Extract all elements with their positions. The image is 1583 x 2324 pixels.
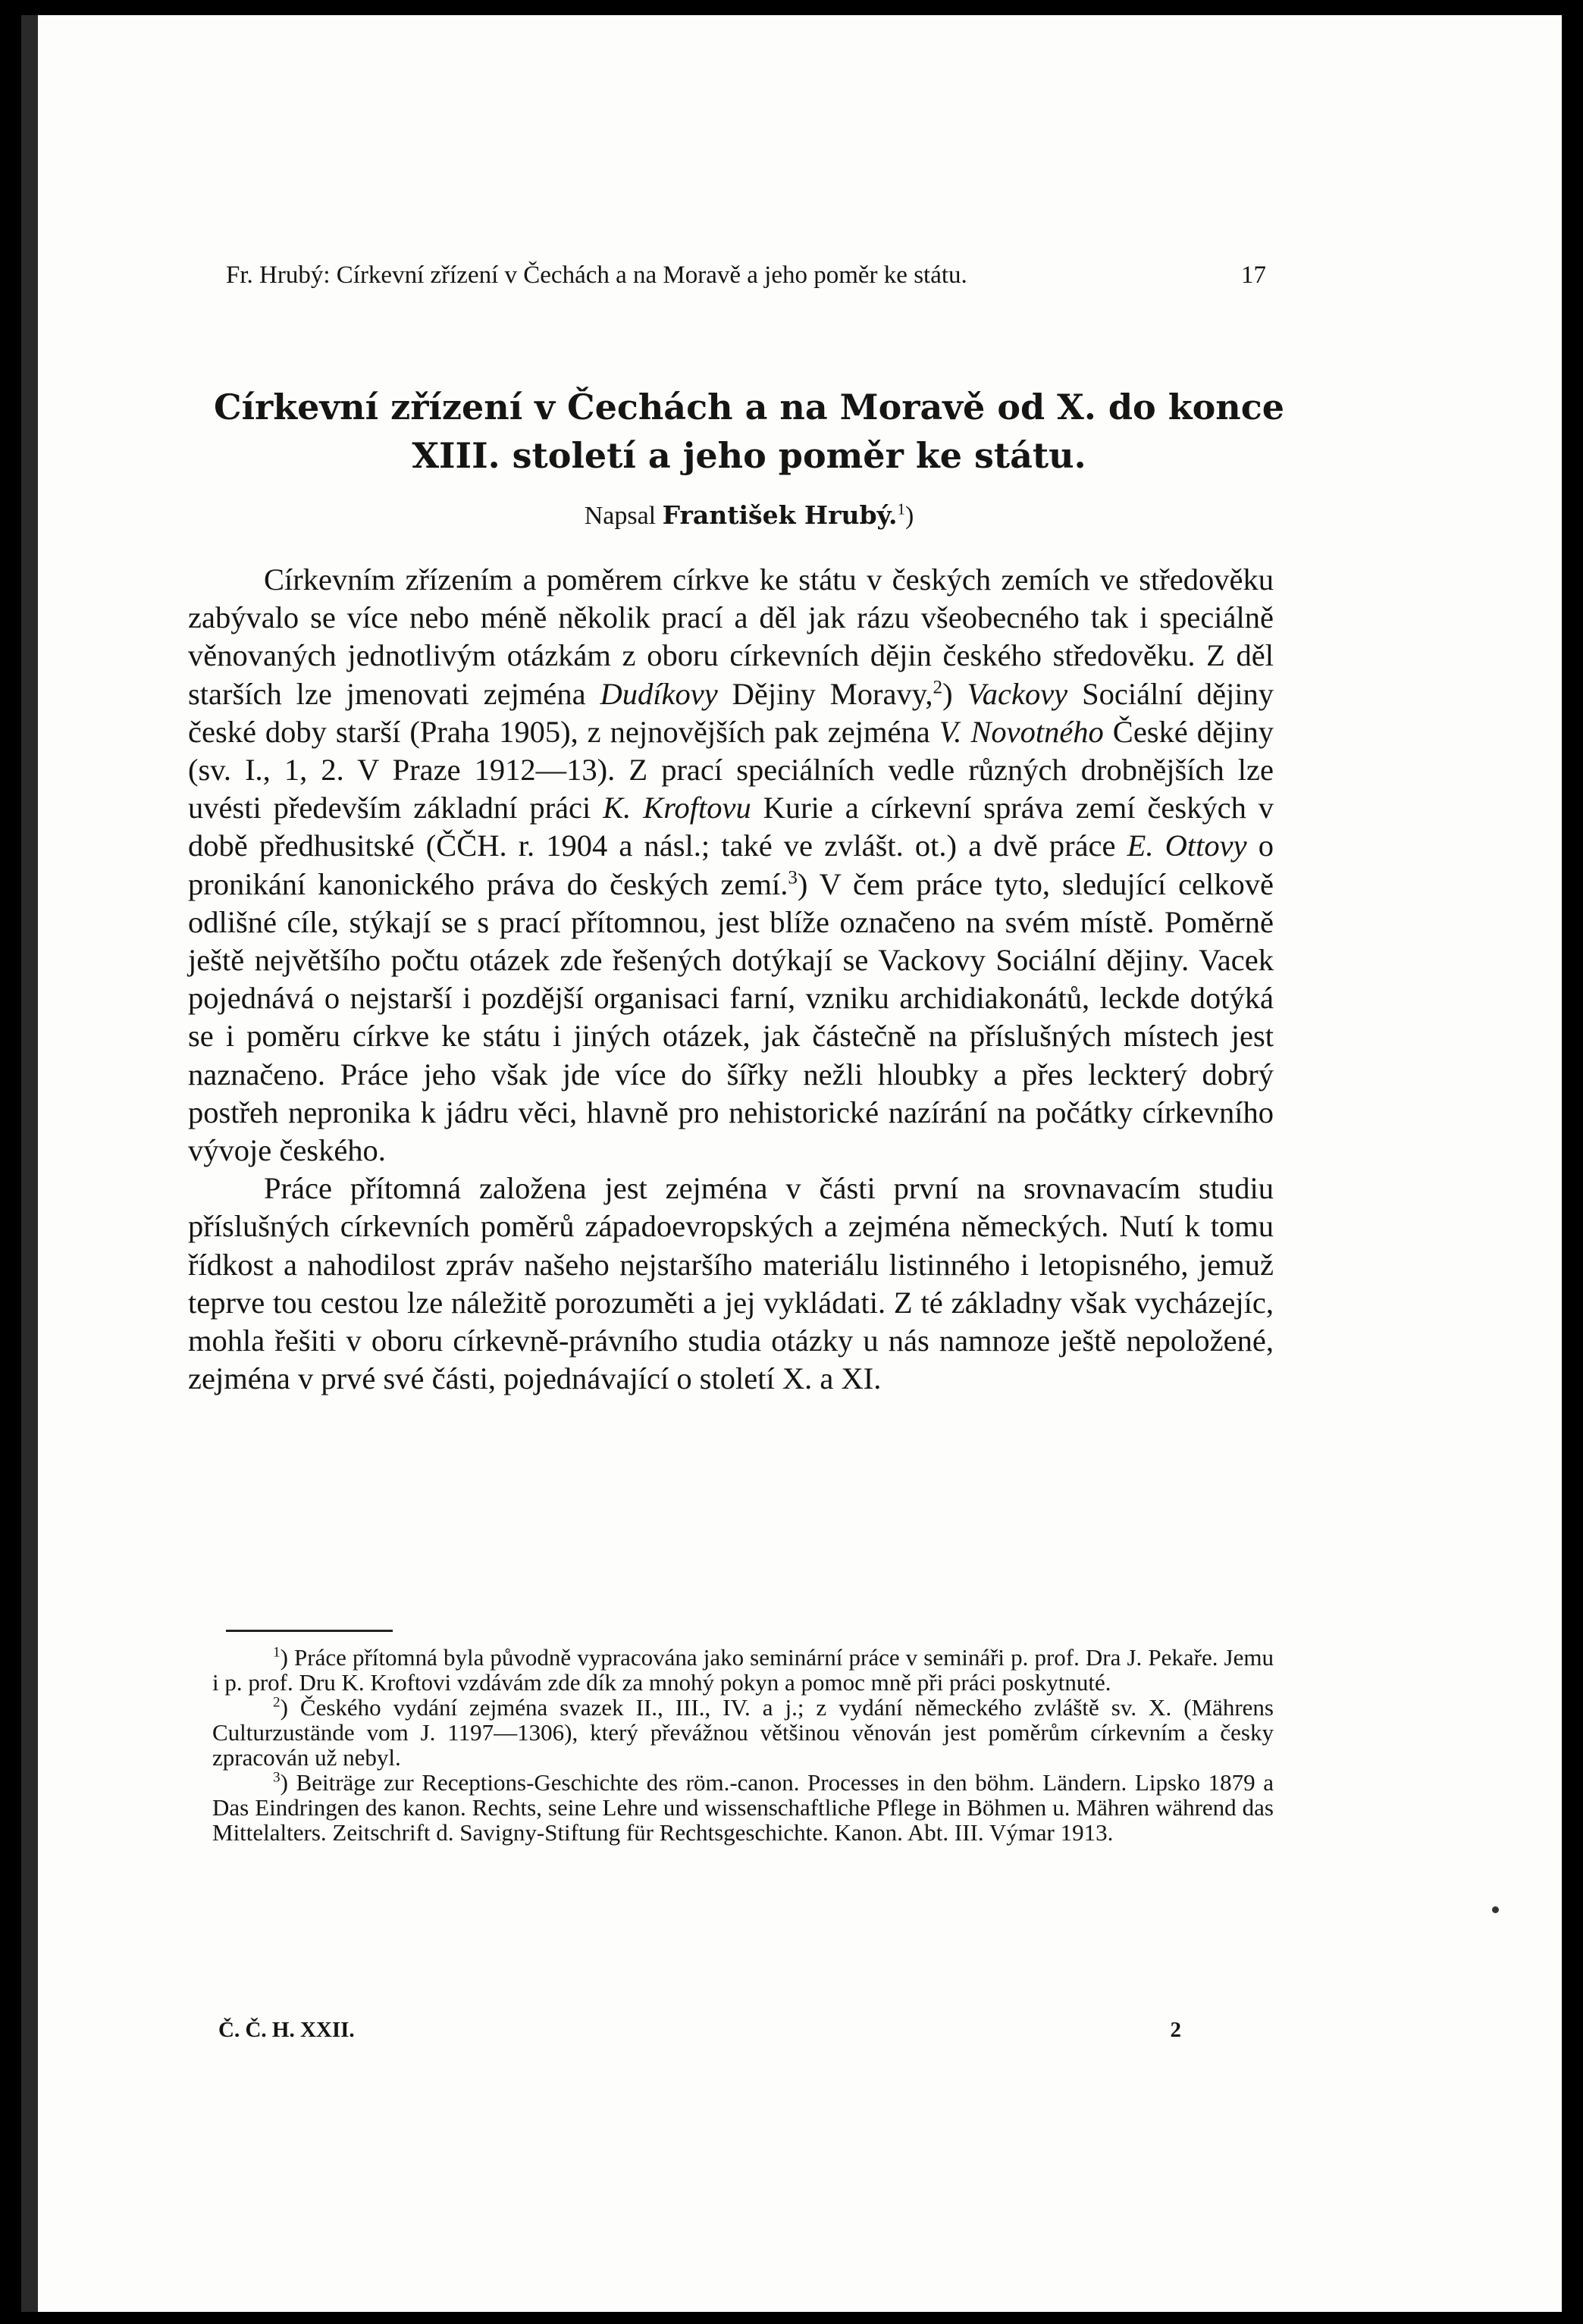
book-page <box>21 15 1562 2312</box>
text-run: ) <box>942 676 967 711</box>
footnotes <box>212 1645 1274 1845</box>
byline-note-mark: 1 <box>897 500 905 518</box>
text-run: ) V čem práce tyto, sledující celkově odlišné cíle, stýkají se s prací přítomnou, jest blíže označeno na svém místě. Poměrně ještě největšího počtu otázek zde řešených dotýkají se Vackovy Sociální dějiny. Vacek pojednává o nejstarší i pozdější organisaci farní, vzniku archidiakonátů, leckde dotýká se i poměru církve ke státu i jiných otázek, jak částečně na příslušných místech jest naznačeno. Práce jeho však jde více do šířky nežli hloubky a přes leckterý dobrý postřeh nepronika k jádru věci, hlavně pro nehistorické nazírání na počátky církevního vývoje českého. <box>188 866 1274 1168</box>
title-line-1: Církevní zřízení v Čechách a na Moravě od X. do konce <box>213 387 1285 428</box>
binding-edge <box>21 15 38 2312</box>
footnote <box>212 1645 1274 1695</box>
footnote-ref: 3 <box>788 867 798 888</box>
running-head-title: Fr. Hrubý: Církevní zřízení v Čechách a na Moravě a jeho poměr ke státu. <box>226 262 967 289</box>
author-reference: E. Ottovy <box>1127 828 1247 863</box>
byline-prefix: Napsal <box>584 502 657 530</box>
journal-signature: Č. Č. H. XXII. <box>218 2018 355 2042</box>
footnote <box>212 1770 1274 1845</box>
title-line-2: XIII. století a jeho poměr ke státu. <box>412 435 1086 476</box>
sheet-number: 2 <box>1170 2018 1181 2042</box>
footnote-mark: 2 <box>273 1694 281 1711</box>
text-run: o pronikání kanonického práva do českých zemí. <box>188 828 1274 901</box>
footnote-mark: 3 <box>273 1769 281 1786</box>
footnote-text: ) Českého vydání zejména svazek II., III., IV. a j.; z vydání německého zvláště sv. X. (Mährens Culturzustände vom J. 1197—1306), který převážnou většinou věnován jest poměrům církevním a česky zpracován už nebyl. <box>212 1694 1274 1771</box>
footnote-rule <box>226 1630 393 1632</box>
footnote-text: ) Beiträge zur Receptions-Geschichte des röm.-canon. Processes in den böhm. Ländern. Lipsko 1879 a Das Eindringen des kanon. Rechts, seine Lehre und wissenschaftliche Pflege in Böhmen u. Mähren während das Mittelalters. Zeitschrift d. Savigny-Stiftung für Rechtsgeschichte. Kanon. Abt. III. Výmar 1913. <box>212 1769 1274 1846</box>
text-run: Církevním zřízením a poměrem církve ke státu v českých zemích ve středověku zabývalo se více nebo méně několik prací a děl jak rázu všeobecného tak i speciálně věnovaných jednotlivým otázkám z oboru církevních dějin českého středověku. Z děl starších lze jmenovati zejména <box>188 562 1274 711</box>
author-reference: Vackovy <box>967 676 1068 711</box>
author-reference: K. Kroftovu <box>603 791 751 825</box>
author-reference: Dudíkovy <box>600 676 718 711</box>
author-reference: V. Novotného <box>939 714 1104 749</box>
body-paragraph <box>188 561 1274 1170</box>
byline <box>188 500 1310 531</box>
body-paragraph <box>188 1170 1274 1398</box>
article-body <box>188 561 1274 1398</box>
footnote <box>212 1695 1274 1770</box>
text-run: Dějiny Moravy, <box>717 676 933 711</box>
author-name: František Hrubý. <box>662 500 898 530</box>
running-head <box>226 262 1266 290</box>
text-run: Práce přítomná založena jest zejména v části první na srovnavacím studiu příslušných církevních poměrů západoevropských a zejména německých. Nutí k tomu řídkost a nahodilost zpráv našeho nejstaršího materiálu listinného i letopisného, jemuž teprve tou cestou lze náležitě porozuměti a jej vykládati. Z té základny však vycházejíc, mohla řešiti v oboru církevně-právního studia otázky u nás namnoze ještě nepoložené, zejména v prvé své části, pojednávající o století X. a XI. <box>188 1171 1274 1396</box>
text-run: Sociální dějiny české doby starší (Praha 1905), z nejnovějších pak zejména <box>188 676 1274 749</box>
text-run: Kurie a církevní správa zemí českých v době předhusitské (ČČH. r. 1904 a násl.; také ve zvlášt. ot.) a dvě práce <box>188 791 1274 863</box>
footnote-mark: 1 <box>273 1644 281 1661</box>
article-title <box>188 383 1310 480</box>
footnote-text: ) Práce přítomná byla původně vypracována jako seminární práce v semináři p. prof. Dra J. Pekaře. Jemu i p. prof. Dru K. Kroftovi vzdávám zde dík za mnohý pokyn a pomoc mně při práci poskytnuté. <box>212 1644 1274 1696</box>
text-run: České dějiny (sv. I., 1, 2. V Praze 1912—13). Z prací speciálních vedle různých drobnějších lze uvésti především základní práci <box>188 714 1274 825</box>
page-footer <box>218 2018 1181 2043</box>
footnote-ref: 2 <box>933 677 943 698</box>
page-number: 17 <box>1241 262 1266 289</box>
byline-suffix: ) <box>904 502 914 530</box>
scan-speck <box>1492 1906 1499 1913</box>
